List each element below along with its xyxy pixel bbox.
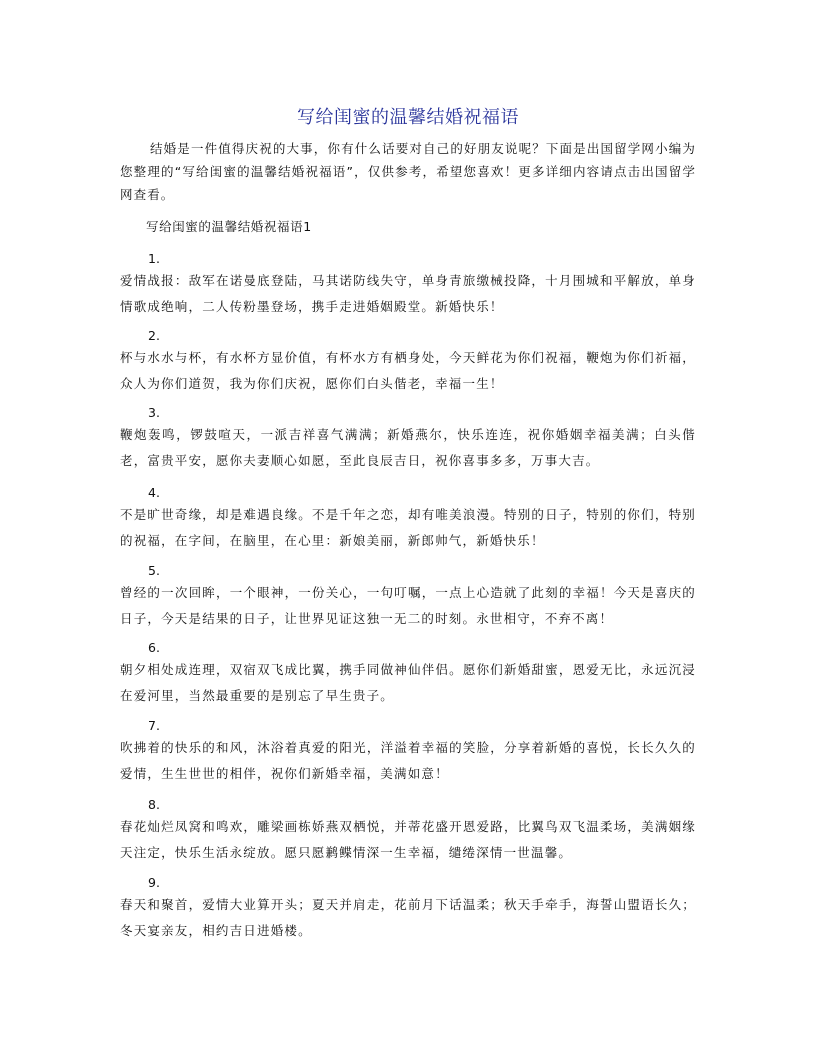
section-title: 写给闺蜜的温馨结婚祝福语1 [146, 219, 312, 234]
item-number: 3. [148, 405, 160, 420]
blessing-paragraph: 杯与水水与杯，有水杯方显价值，有杯水方有栖身处，今天鲜花为你们祝福，鞭炮为你们祈福，众人为你们道贺，我为你们庆祝，愿你们白头偕老，幸福一生！ [120, 350, 696, 391]
blessing-paragraph: 曾经的一次回眸，一个眼神，一份关心，一句叮嘱，一点上心造就了此刻的幸福！今天是喜庆的日子，今天是结果的日子，让世界见证这独一无二的时刻。永世相守，不弃不离！ [120, 585, 696, 626]
item-number: 7. [148, 718, 160, 733]
blessing-paragraph: 鞭炮轰鸣，锣鼓喧天，一派吉祥喜气满满；新婚燕尔，快乐连连，祝你婚姻幸福美满；白头偕老，富贵平安，愿你夫妻顺心如愿，至此良辰吉日，祝你喜事多多，万事大吉。 [120, 427, 696, 468]
item-number: 6. [148, 640, 160, 655]
blessing-paragraph: 不是旷世奇缘，却是难遇良缘。不是千年之恋，却有唯美浪漫。特别的日子，特别的你们，特别的祝福，在字间，在脑里，在心里：新娘美丽，新郎帅气，新婚快乐！ [120, 507, 696, 548]
document-title: 写给闺蜜的温馨结婚祝福语 [297, 107, 519, 128]
blessing-paragraph: 爱情战报：敌军在诺曼底登陆，马其诺防线失守，单身青旅缴械投降，十月围城和平解放，单身情歌成绝响，二人传粉墨登场，携手走进婚姻殿堂。新婚快乐！ [120, 273, 696, 314]
intro-paragraph: 结婚是一件值得庆祝的大事，你有什么话要对自己的好朋友说呢？下面是出国留学网小编为您整理的“写给闺蜜的温馨结婚祝福语”，仅供参考，希望您喜欢！更多详细内容请点击出国留学网查看。 [120, 141, 696, 202]
item-number: 2. [148, 328, 160, 343]
blessing-paragraph: 春花灿烂凤窝和鸣欢，雕梁画栋娇燕双栖悦，并蒂花盛开恩爱路，比翼鸟双飞温柔场，美满姻缘天注定，快乐生活永绽放。愿只愿鹣鲽情深一生幸福，缱绻深情一世温馨。 [120, 819, 696, 860]
item-number: 8. [148, 797, 160, 812]
blessing-paragraph: 春天和聚首，爱情大业算开头；夏天并肩走，花前月下话温柔；秋天手牵手，海誓山盟语长久；冬天宴亲友，相约吉日进婚楼。 [120, 897, 696, 938]
item-number: 9. [148, 875, 160, 890]
item-number: 1. [148, 251, 160, 266]
item-number: 4. [148, 485, 160, 500]
blessing-paragraph: 吹拂着的快乐的和风，沐浴着真爱的阳光，洋溢着幸福的笑脸，分享着新婚的喜悦，长长久久的爱情，生生世世的相伴，祝你们新婚幸福，美满如意！ [120, 740, 696, 781]
blessing-paragraph: 朝夕相处成连理，双宿双飞成比翼，携手同做神仙伴侣。愿你们新婚甜蜜，恩爱无比，永远沉浸在爱河里，当然最重要的是别忘了早生贵子。 [120, 662, 696, 703]
item-number: 5. [148, 563, 160, 578]
